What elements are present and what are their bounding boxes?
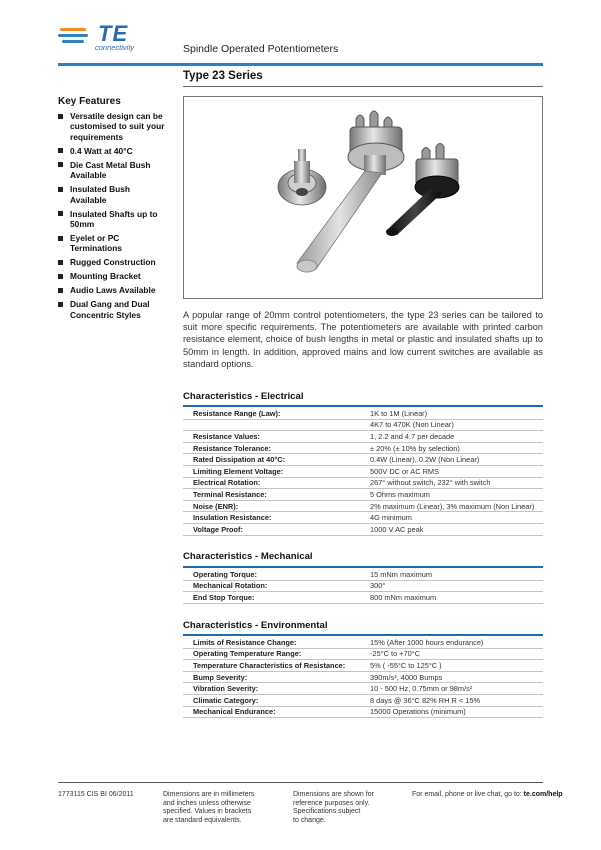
row-label: Noise (ENR): xyxy=(193,501,239,511)
row-value: 800 mNm maximum xyxy=(370,592,437,602)
row-value: 0.4W (Linear), 0.2W (Non Linear) xyxy=(370,455,480,465)
potentiometer-image xyxy=(184,97,542,298)
row-label: Temperature Characteristics of Resistance: xyxy=(193,660,346,670)
footer-rule xyxy=(58,782,543,783)
key-feature-item: Versatile design can be customised to suit your requirements xyxy=(58,111,168,142)
row-value: 390m/s², 4000 Bumps xyxy=(370,672,443,682)
brand-name: TE xyxy=(98,21,129,46)
contact-link[interactable]: te.com/help xyxy=(523,791,563,798)
environmental-table xyxy=(183,637,543,718)
row-value: 5 Ohms maximum xyxy=(370,489,430,499)
row-label: End Stop Torque: xyxy=(193,592,255,602)
key-features-list xyxy=(58,111,168,324)
row-value: 5% ( -55°C to 125°C ) xyxy=(370,660,442,670)
mechanical-section-rule xyxy=(183,566,543,568)
row-label: Bump Severity: xyxy=(193,672,248,682)
table-row xyxy=(183,431,543,443)
table-row xyxy=(183,489,543,501)
table-row xyxy=(183,672,543,684)
row-label: Rated Dissipation at 40°C: xyxy=(193,455,286,465)
electrical-table xyxy=(183,408,543,536)
table-row xyxy=(183,466,543,478)
row-value: 2% maximum (Linear), 3% maximum (Non Linear) xyxy=(370,501,535,511)
key-feature-item: Insulated Bush Available xyxy=(58,184,168,205)
key-feature-item: Eyelet or PC Terminations xyxy=(58,233,168,254)
row-value: ± 20% (± 10% by selection) xyxy=(370,443,460,453)
table-row xyxy=(183,443,543,455)
table-row xyxy=(183,478,543,490)
electrical-section-rule xyxy=(183,405,543,407)
table-row xyxy=(183,501,543,513)
row-label: Operating Temperature Range: xyxy=(193,649,302,659)
contact-info xyxy=(412,791,563,800)
table-row xyxy=(183,592,543,604)
mechanical-table xyxy=(183,569,543,604)
row-label: Insulation Resistance: xyxy=(193,513,272,523)
document-code: 1773115 CIS BI 06/2011 xyxy=(58,791,134,798)
row-value: 1K to 1M (Linear) xyxy=(370,408,428,418)
table-row xyxy=(183,683,543,695)
row-value: 500V DC or AC RMS xyxy=(370,466,440,476)
row-label: Resistance Tolerance: xyxy=(193,443,271,453)
table-row xyxy=(183,637,543,649)
row-value: 4K7 to 470K (Non Linear) xyxy=(370,420,454,430)
brand-tagline: connectivity xyxy=(95,43,135,52)
row-value: 1, 2.2 and 4.7 per decade xyxy=(370,431,455,441)
reference-note: Dimensions are shown for reference purposes only. Specifications subject to change. xyxy=(293,791,374,824)
key-feature-item: Mounting Bracket xyxy=(58,271,168,281)
table-row xyxy=(183,707,543,719)
series-rule xyxy=(183,86,543,87)
contact-text: For email, phone or live chat, go to: xyxy=(412,791,524,798)
row-value: -25°C to +70°C xyxy=(370,649,421,659)
row-label: Mechanical Endurance: xyxy=(193,707,276,717)
electrical-section-title: Characteristics - Electrical xyxy=(183,391,304,402)
table-row xyxy=(183,649,543,661)
row-value: 15000 Operations (minimum) xyxy=(370,707,466,717)
row-label: Mechanical Rotation: xyxy=(193,581,268,591)
key-feature-item: Rugged Construction xyxy=(58,257,168,267)
row-value: 10 - 500 Hz, 0.75mm or 98m/s² xyxy=(370,684,473,694)
small-potentiometer xyxy=(278,149,326,205)
row-label: Resistance Values: xyxy=(193,431,260,441)
product-photo xyxy=(183,96,543,299)
row-label: Terminal Resistance: xyxy=(193,489,267,499)
key-features-title: Key Features xyxy=(58,96,121,107)
row-value: 300° xyxy=(370,581,386,591)
series-title: Type 23 Series xyxy=(183,70,263,82)
table-row xyxy=(183,581,543,593)
row-label: Vibration Severity: xyxy=(193,684,259,694)
table-row xyxy=(183,569,543,581)
key-feature-item: Die Cast Metal Bush Available xyxy=(58,160,168,181)
table-row xyxy=(183,408,543,420)
row-label: Limiting Element Voltage: xyxy=(193,466,284,476)
row-value: 15% (After 1000 hours endurance) xyxy=(370,637,484,647)
row-value: 267° without switch, 232° with switch xyxy=(370,478,491,488)
row-label: Limits of Resistance Change: xyxy=(193,637,297,647)
key-feature-item: Audio Laws Available xyxy=(58,285,168,295)
environmental-section-title: Characteristics - Environmental xyxy=(183,620,328,631)
key-feature-item: Dual Gang and Dual Concentric Styles xyxy=(58,299,168,320)
header-rule xyxy=(58,63,543,66)
key-feature-item: Insulated Shafts up to 50mm xyxy=(58,209,168,230)
key-feature-item: 0.4 Watt at 40°C xyxy=(58,146,168,156)
row-label: Voltage Proof: xyxy=(193,524,243,534)
table-row xyxy=(183,695,543,707)
table-row xyxy=(183,454,543,466)
mechanical-section-title: Characteristics - Mechanical xyxy=(183,551,313,562)
table-row xyxy=(183,660,543,672)
table-row xyxy=(183,420,543,432)
row-value: 1000 V AC peak xyxy=(370,524,424,534)
row-label: Operating Torque: xyxy=(193,569,257,579)
environmental-section-rule xyxy=(183,634,543,636)
dimensions-note: Dimensions are in millimeters and inches unless otherwise specified. Values in brackets are standard equivalents. xyxy=(163,791,255,824)
row-value: 8 days @ 36°C 82% RH R < 15% xyxy=(370,695,481,705)
intro-paragraph: A popular range of 20mm control potentiometers, the type 23 series can be tailored to suit more specific requirements. The potentiometers are available with printed carbon resistance element, choice of bush lengths in metal or plastic and insulated shafts up to 50mm in length. In addition, approved mains and low current switches are available as standard options. xyxy=(183,310,543,369)
product-line-title: Spindle Operated Potentiometers xyxy=(183,43,339,55)
row-value: 4G minimum xyxy=(370,513,412,523)
table-row xyxy=(183,524,543,536)
row-label: Climatic Category: xyxy=(193,695,259,705)
row-label: Electrical Rotation: xyxy=(193,478,261,488)
row-label: Resistance Range (Law): xyxy=(193,408,281,418)
table-row xyxy=(183,512,543,524)
row-value: 15 mNm maximum xyxy=(370,569,433,579)
